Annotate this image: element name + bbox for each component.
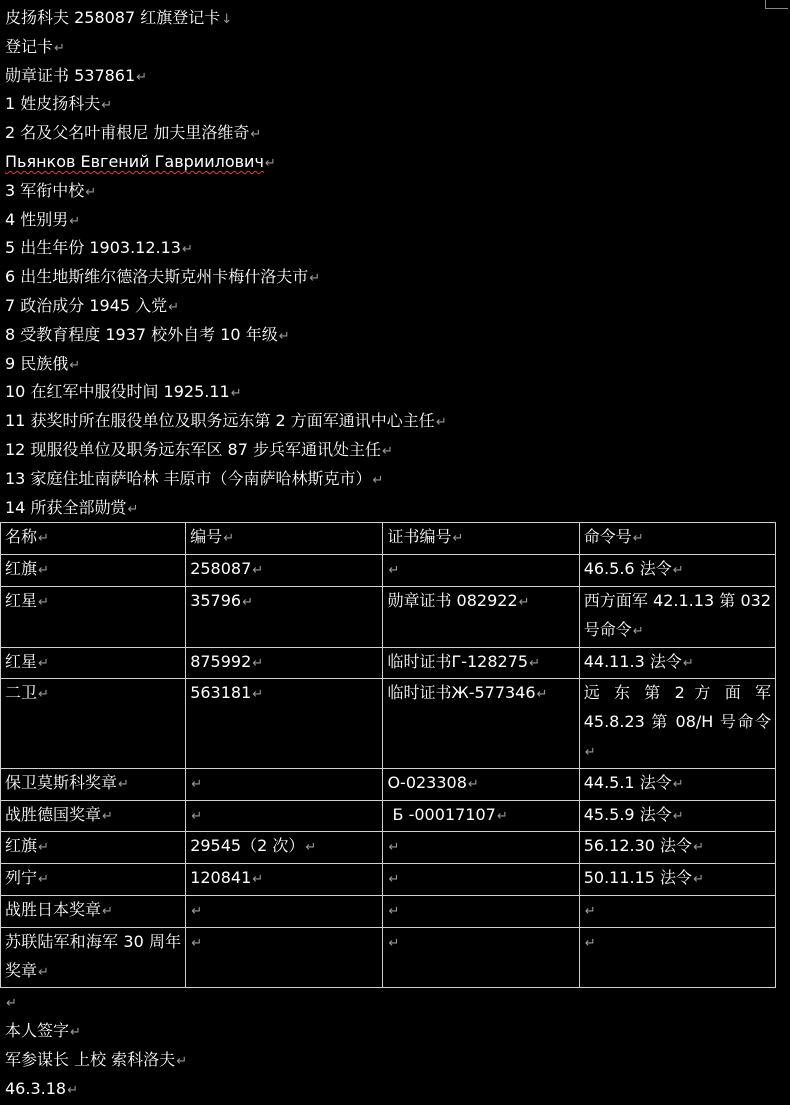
field-birth-year xyxy=(5,234,785,263)
header-cell-certificate: 证书编号↵ xyxy=(383,523,579,555)
award-certificate-cell: ↵ xyxy=(383,895,579,927)
field-text: 10 在红军中服役时间 1925.11 xyxy=(5,382,230,402)
award-number-cell: ↵ xyxy=(186,800,383,832)
award-name-cell: 列宁↵ xyxy=(1,864,186,896)
table-row xyxy=(1,864,776,896)
table-row xyxy=(1,555,776,587)
field-unit-at-award xyxy=(5,407,785,436)
paragraph-mark: ↵ xyxy=(264,155,276,171)
field-political-status xyxy=(5,292,785,321)
paragraph-mark: ↵ xyxy=(54,40,65,56)
table-row xyxy=(1,647,776,679)
award-name-cell: 红星↵ xyxy=(1,647,186,679)
table-row xyxy=(1,800,776,832)
award-name-cell: 战胜日本奖章↵ xyxy=(1,895,186,927)
award-order-cell: 46.5.6 法令↵ xyxy=(579,555,775,587)
award-certificate-cell: 临时证书Ж-577346↵ xyxy=(383,679,579,768)
award-number-cell: 35796↵ xyxy=(186,586,383,647)
award-certificate-cell: ↵ xyxy=(383,555,579,587)
russian-name-text: Пьянков Евгений Гавриилович xyxy=(5,151,264,171)
field-surname xyxy=(5,90,785,119)
certificate-number: 勋章证书 537861 xyxy=(5,65,136,85)
field-text: 13 家庭住址南萨哈林 丰原市（今南萨哈林斯克市） xyxy=(5,468,372,488)
paragraph-mark: ↵ xyxy=(230,386,242,402)
registration-card-document xyxy=(5,4,785,1103)
field-text: 11 获奖时所在服役单位及职务远东第 2 方面军通讯中心主任 xyxy=(5,411,435,431)
award-name-cell: 保卫莫斯科奖章↵ xyxy=(1,768,186,800)
table-row xyxy=(1,832,776,864)
field-text: 1 姓皮扬科夫 xyxy=(5,94,101,114)
award-certificate-cell: ↵ xyxy=(383,927,579,988)
award-certificate-cell: ↵ xyxy=(383,864,579,896)
awards-table xyxy=(0,522,776,988)
award-order-cell: 50.11.15 法令↵ xyxy=(579,864,775,896)
field-text: 9 民族俄 xyxy=(5,353,69,373)
paragraph-mark: ↵ xyxy=(176,1053,188,1069)
award-number-cell: 875992↵ xyxy=(186,647,383,679)
empty-paragraph xyxy=(5,988,785,1017)
field-education xyxy=(5,321,785,350)
signature-label: 本人签字 xyxy=(5,1021,70,1041)
field-sex xyxy=(5,206,785,235)
field-text: 7 政治成分 1945 入党 xyxy=(5,295,168,315)
paragraph-mark: ↵ xyxy=(70,1025,81,1041)
award-order-cell: 远 东 第 2 方 面 军 45.8.23 第 08/Н 号命令↵ xyxy=(579,679,775,768)
field-rank xyxy=(5,177,785,206)
paragraph-mark: ↵ xyxy=(372,472,384,488)
issue-date: 46.3.18 xyxy=(5,1078,67,1098)
table-row xyxy=(1,895,776,927)
award-name-cell: 红旗↵ xyxy=(1,832,186,864)
field-text: 8 受教育程度 1937 校外自考 10 年级 xyxy=(5,324,278,344)
signature-line xyxy=(5,1017,785,1046)
paragraph-mark: ↵ xyxy=(435,415,447,431)
award-name-cell: 二卫↵ xyxy=(1,679,186,768)
award-number-cell: ↵ xyxy=(186,768,383,800)
document-title: 皮扬科夫 258087 红旗登记卡 xyxy=(5,8,221,27)
paragraph-mark: ↵ xyxy=(67,1082,78,1098)
award-order-cell: ↵ xyxy=(579,895,775,927)
award-order-cell: 56.12.30 法令↵ xyxy=(579,832,775,864)
official-line xyxy=(5,1046,785,1075)
field-current-unit xyxy=(5,436,785,465)
field-text: 12 现服役单位及职务远东军区 87 步兵军通讯处主任 xyxy=(5,439,381,459)
table-row xyxy=(1,768,776,800)
award-number-cell: 258087↵ xyxy=(186,555,383,587)
award-name-cell: 红旗↵ xyxy=(1,555,186,587)
award-name-cell: 苏联陆军和海军 30 周年奖章↵ xyxy=(1,927,186,988)
award-number-cell: ↵ xyxy=(186,895,383,927)
field-text: 6 出生地斯维尔德洛夫斯克州卡梅什洛夫市 xyxy=(5,267,309,287)
paragraph-mark: ↵ xyxy=(309,271,321,287)
field-text: 14 所获全部勋赏 xyxy=(5,497,127,517)
award-certificate-cell: 临时证书Г-128275↵ xyxy=(383,647,579,679)
field-ethnicity xyxy=(5,350,785,379)
date-line xyxy=(5,1075,785,1104)
table-row xyxy=(1,679,776,768)
paragraph-mark: ↵ xyxy=(181,242,193,258)
paragraph-mark: ↵ xyxy=(381,443,393,459)
field-home-address xyxy=(5,465,785,494)
field-text: 3 军衔中校 xyxy=(5,180,85,200)
field-text: 2 名及父名叶甫根尼 加夫里洛维奇 xyxy=(5,123,250,143)
field-russian-name xyxy=(5,148,785,177)
certificate-line xyxy=(5,62,785,91)
paragraph-mark: ↵ xyxy=(278,328,290,344)
award-name-cell: 红星↵ xyxy=(1,586,186,647)
paragraph-mark: ↵ xyxy=(69,213,81,229)
card-subtitle: 登记卡 xyxy=(5,36,54,56)
award-name-cell: 战胜德国奖章↵ xyxy=(1,800,186,832)
paragraph-mark: ↵ xyxy=(6,996,17,1012)
field-text: 4 性别男 xyxy=(5,209,69,229)
award-order-cell: 44.5.1 法令↵ xyxy=(579,768,775,800)
paragraph-mark: ↵ xyxy=(101,98,113,114)
field-birthplace xyxy=(5,263,785,292)
paragraph-mark: ↵ xyxy=(69,357,81,373)
field-name-patronymic xyxy=(5,119,785,148)
paragraph-mark: ↵ xyxy=(136,69,148,85)
header-cell-number: 编号↵ xyxy=(186,523,383,555)
paragraph-mark: ↵ xyxy=(85,184,97,200)
table-row xyxy=(1,927,776,988)
field-all-awards xyxy=(5,494,785,523)
paragraph-mark: ↵ xyxy=(168,299,180,315)
award-certificate-cell: 勋章证书 082922↵ xyxy=(383,586,579,647)
award-certificate-cell: О-023308↵ xyxy=(383,768,579,800)
award-number-cell: 120841↵ xyxy=(186,864,383,896)
award-order-cell: 45.5.9 法令↵ xyxy=(579,800,775,832)
award-order-cell: 西方面军 42.1.13 第 032 号命令↵ xyxy=(579,586,775,647)
award-number-cell: 563181↵ xyxy=(186,679,383,768)
document-title-line xyxy=(5,4,785,33)
paragraph-mark: ↵ xyxy=(250,127,262,143)
field-text: 5 出生年份 1903.12.13 xyxy=(5,238,181,258)
award-certificate-cell: Б -00017107↵ xyxy=(383,800,579,832)
award-order-cell: ↵ xyxy=(579,927,775,988)
award-order-cell: 44.11.3 法令↵ xyxy=(579,647,775,679)
award-certificate-cell: ↵ xyxy=(383,832,579,864)
subtitle-line xyxy=(5,33,785,62)
line-break-mark: ↓ xyxy=(221,12,233,27)
award-number-cell: ↵ xyxy=(186,927,383,988)
official-name: 军参谋长 上校 索科洛夫 xyxy=(5,1049,176,1069)
header-cell-order: 命令号↵ xyxy=(579,523,775,555)
award-number-cell: 29545（2 次）↵ xyxy=(186,832,383,864)
header-cell-name: 名称↵ xyxy=(1,523,186,555)
table-header-row xyxy=(1,523,776,555)
field-service-start xyxy=(5,378,785,407)
paragraph-mark: ↵ xyxy=(127,501,139,517)
table-row xyxy=(1,586,776,647)
